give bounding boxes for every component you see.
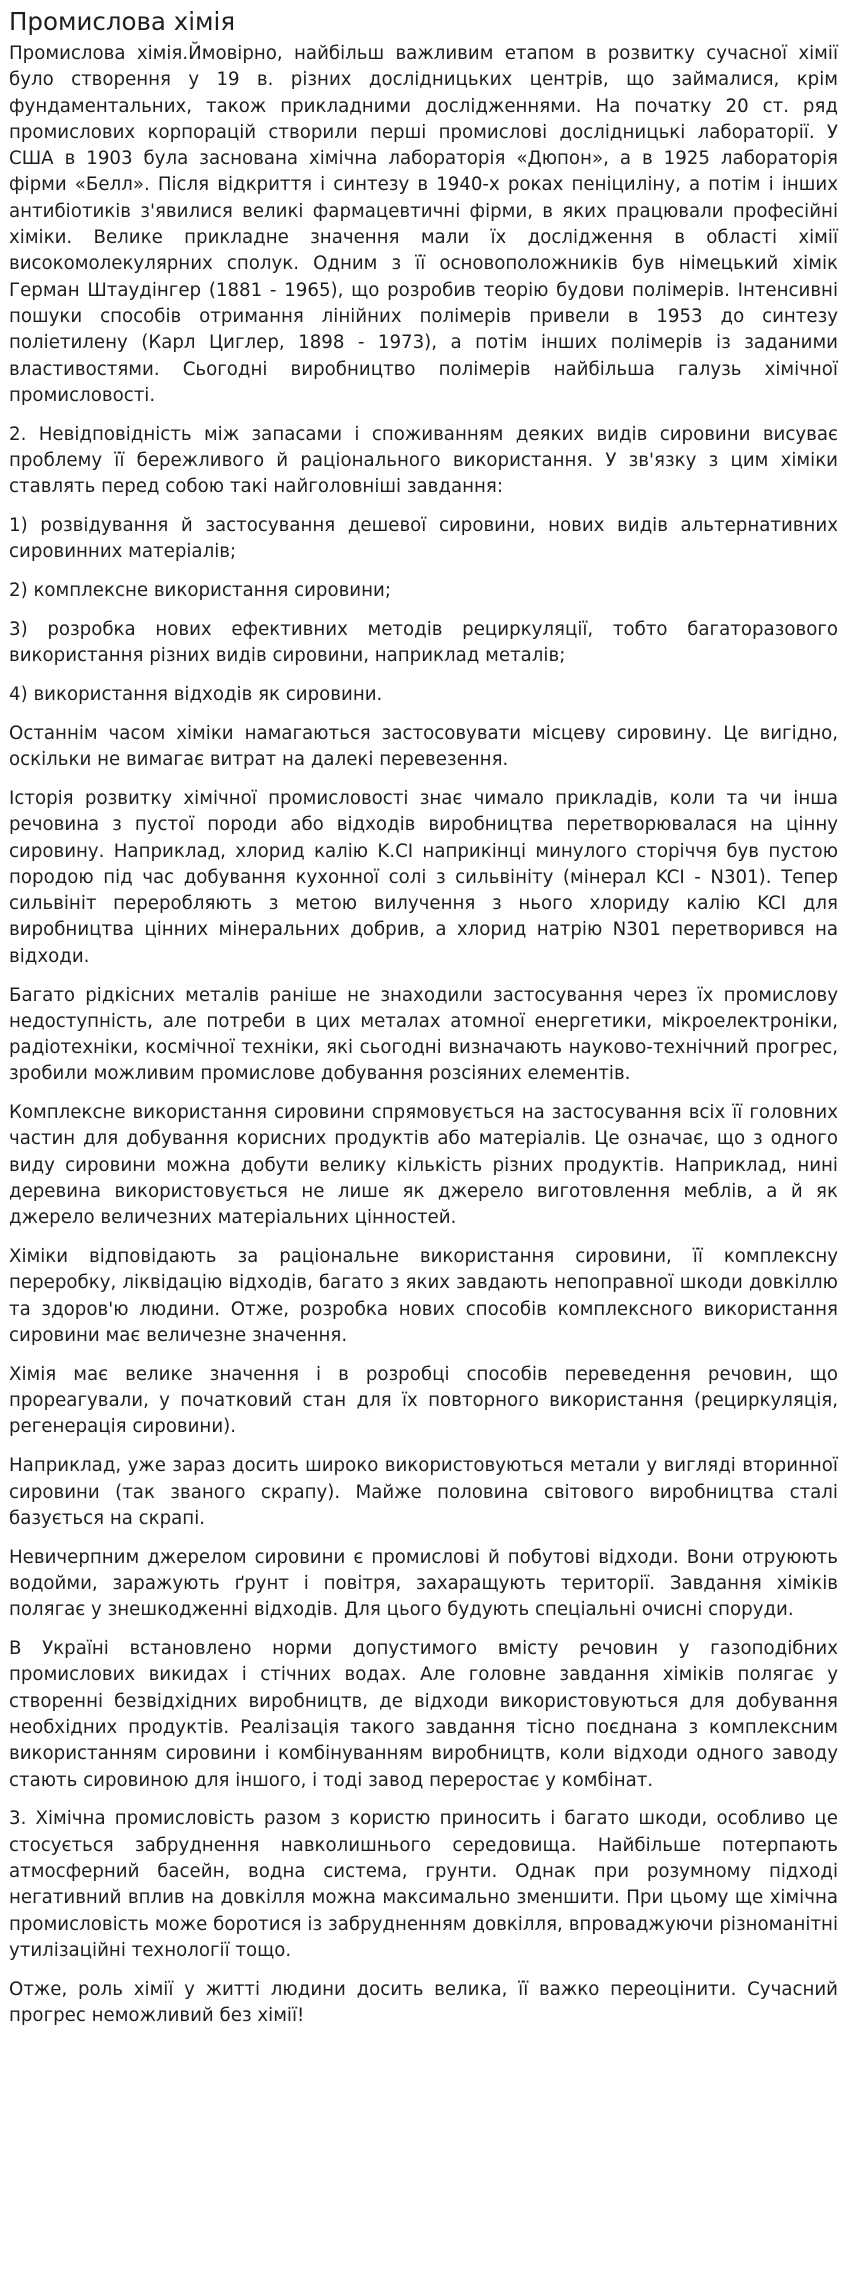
- paragraph-problem: 2. Невідповідність між запасами і споживанням деяких видів сировини висуває проблему її бережливого й раціонального використання. У зв'язку з цим хіміки ставлять перед собою такі найголовніші завдання:: [9, 423, 838, 498]
- task-item-3: 3) розробка нових ефективних методів рециркуляції, тобто багаторазового використання різних видів сировини, наприклад металів;: [9, 618, 838, 667]
- paragraph-intro: Промислова хімія.Ймовірно, найбільш важливим етапом в розвитку сучасної хімії було створення у 19 в. різних дослідницьких центрів, що займалися, крім фундаментальних, також прикладними дослідженнями. На початку 20 ст. ряд промислових корпорацій створили перші промислові дослідницькі лабораторії. У США в 1903 була заснована хімічна лабораторія «Дюпон», а в 1925 лабораторія фірми «Белл». Після відкриття і синтезу в 1940-х роках пеніциліну, а потім і інших антибіотиків з'явилися великі фармацевтичні фірми, в яких працювали професійні хіміки. Велике прикладне значення мали їх дослідження в області хімії високомолекулярних сполук. Одним з її основоположників був німецький хімік Герман Штаудінгер (1881 - 1965), що розробив теорію будови полімерів. Інтенсивні пошуки способів отримання лінійних полімерів привели в 1953 до синтезу поліетилену (Карл Циглер, 1898 - 1973), а потім інших полімерів із заданими властивостями. Сьогодні виробництво полімерів найбільша галузь хімічної промисловості.: [9, 43, 838, 406]
- paragraph-complex-use: Комплексне використання сировини спрямовується на застосування всіх її головних частин для добування корисних продуктів або матеріалів. Це означає, що з одного виду сировини можна добути велику кількість різних продуктів. Наприклад, нині деревина використовується не лише як джерело виготовлення меблів, а й як джерело величезних матеріальних цінностей.: [9, 1102, 838, 1229]
- paragraph-recycling: Хімія має велике значення і в розробці способів переведення речовин, що прореагували, у початковий стан для їх повторного використання (рециркуляція, регенерація сировини).: [9, 1363, 838, 1438]
- task-item-2: 2) комплексне використання сировини;: [9, 580, 391, 602]
- paragraph-waste: Невичерпним джерелом сировини є промислові й побутові відходи. Вони отруюють водойми, заражують ґрунт і повітря, захаращують території. Завдання хіміків полягає у знешкодженні відходів. Для цього будують спеціальні очисні споруди.: [9, 1546, 838, 1621]
- task-item-1: 1) розвідування й застосування дешевої сировини, нових видів альтернативних сировинних матеріалів;: [9, 515, 838, 563]
- paragraph-pollution: 3. Хімічна промисловість разом з користю приносить і багато шкоди, особливо це стосується забруднення навколишнього середовища. Найбільше потерпають атмосферний басейн, водна система, грунти. Однак при розумному підході негативний вплив на довкілля можна максимально зменшити. При цьому ще хімічна промисловість може боротися із забрудненням довкілля, впроваджуючи різноманітні утилізаційні технології тощо.: [9, 1808, 838, 1961]
- paragraph-conclusion: Отже, роль хімії у житті людини досить велика, її важко переоцінити. Сучасний прогрес неможливий без хімії!: [9, 1978, 838, 2026]
- paragraph-history: Історія розвитку хімічної промисловості знає чимало прикладів, коли та чи інша речовина з пустої породи або відходів виробництва перетворювалася на цінну сировину. Наприклад, хлорид калію K.CI наприкінці минулого сторіччя був пустою породою під час добування кухонної солі з сильвініту (мінерал KCI - N301). Тепер сильвініт переробляють з метою вилучення з нього хлориду калію KCI для виробництва цінних мінеральних добрив, а хлорид натрію N301 перетворився на відходи.: [9, 787, 838, 967]
- task-item-4: 4) використання відходів як сировини.: [9, 684, 383, 706]
- paragraph-scrap: Наприклад, уже зараз досить широко використовуються метали у вигляді вторинної сировини (так званого скрапу). Майже половина світового виробництва сталі базується на скрапі.: [9, 1455, 838, 1529]
- paragraph-responsibility: Хіміки відповідають за раціональне використання сировини, її комплексну переробку, ліквідацію відходів, багато з яких завдають непоправної шкоди довкіллю та здоров'ю людини. Отже, розробка нових способів комплексного використання сировини має величезне значення.: [9, 1246, 838, 1347]
- article-title: Промислова хімія: [9, 7, 236, 36]
- paragraph-local-raw: Останнім часом хіміки намагаються застосовувати місцеву сировину. Це вигідно, оскільки не вимагає витрат на далекі перевезення.: [9, 722, 838, 771]
- paragraph-ukraine: В Україні встановлено норми допустимого вмісту речовин у газоподібних промислових викидах і стічних водах. Але головне завдання хіміків полягає у створенні безвідхідних виробництв, де відходи використовуються для добування необхідних продуктів. Реалізація такого завдання тісно поєднана з комплексним використанням сировини і комбінуванням виробництв, коли відходи одного заводу стають сировиною для іншого, і тоді завод переростає у комбінат.: [9, 1638, 838, 1791]
- paragraph-rare-metals: Багато рідкісних металів раніше не знаходили застосування через їх промислову недоступність, але потреби в цих металах атомної енергетики, мікроелектроніки, радіотехніки, космічної техніки, які сьогодні визначають науково-технічний прогрес, зробили можливим промислове добування розсіяних елементів.: [9, 984, 838, 1085]
